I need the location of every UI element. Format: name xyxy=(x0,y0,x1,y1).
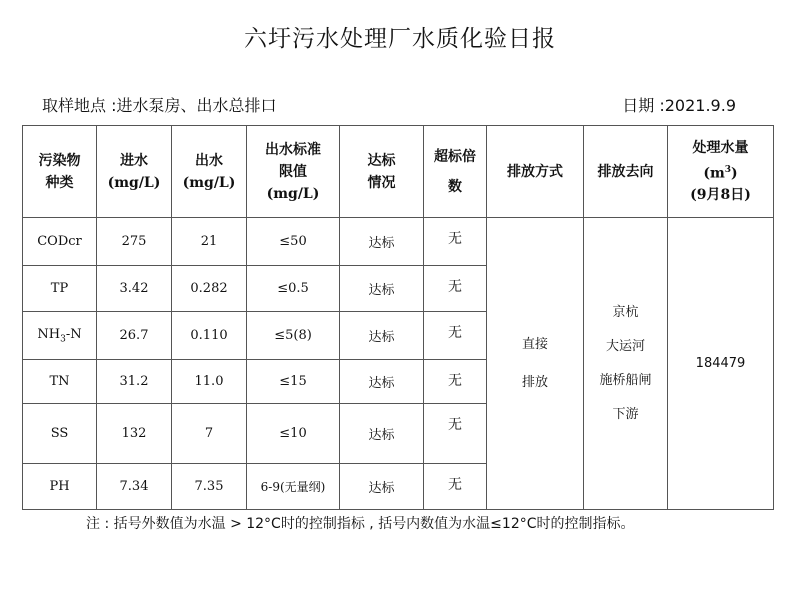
compliance-status: 达标 xyxy=(340,464,424,510)
pollutant-name: CODcr xyxy=(23,218,97,266)
water-quality-table xyxy=(22,125,774,510)
outlet-value: 0.110 xyxy=(172,312,247,360)
outlet-value: 11.0 xyxy=(172,360,247,404)
inlet-value: 7.34 xyxy=(97,464,172,510)
outlet-value: 0.282 xyxy=(172,266,247,312)
table-header-row xyxy=(23,126,774,218)
inlet-value: 31.2 xyxy=(97,360,172,404)
pollutant-name: $NH_3-N$ xyxy=(23,312,97,360)
discharge-method-value: 直接 排放 xyxy=(487,218,584,510)
report-date: 日期 :2021.9.9 xyxy=(622,96,736,115)
inlet-value: 26.7 xyxy=(97,312,172,360)
pollutant-name: TP xyxy=(23,266,97,312)
compliance-status: 达标 xyxy=(340,404,424,464)
sampling-location: 取样地点 :进水泵房、出水总排口 xyxy=(42,96,277,115)
limit-value: 6-9(无量纲) xyxy=(247,464,340,510)
pollutant-name: PH xyxy=(23,464,97,510)
table-row xyxy=(23,218,774,266)
footnote: 注 : 括号外数值为水温 > 12°C时的控制指标 , 括号内数值为水温≤12°C时的控制指标。 xyxy=(86,516,635,532)
exceed-multiple: 无 xyxy=(424,218,487,266)
header-exceed: 超标倍 数 xyxy=(424,126,487,218)
limit-value: ≤0.5 xyxy=(247,266,340,312)
header-compliance: 达标 情况 xyxy=(340,126,424,218)
limit-value: ≤5(8) xyxy=(247,312,340,360)
discharge-destination-value: 京杭 大运河 施桥船闸 下游 xyxy=(584,218,668,510)
header-inlet: 进水 (mg/L) xyxy=(97,126,172,218)
pollutant-name: TN xyxy=(23,360,97,404)
header-discharge-destination: 排放去向 xyxy=(584,126,668,218)
compliance-status: 达标 xyxy=(340,218,424,266)
treated-volume-value: 184479 xyxy=(668,218,774,510)
exceed-multiple: 无 xyxy=(424,312,487,360)
header-discharge-method: 排放方式 xyxy=(487,126,584,218)
exceed-multiple: 无 xyxy=(424,360,487,404)
inlet-value: 275 xyxy=(97,218,172,266)
pollutant-name: SS xyxy=(23,404,97,464)
limit-value: ≤10 xyxy=(247,404,340,464)
outlet-value: 7 xyxy=(172,404,247,464)
exceed-multiple: 无 xyxy=(424,464,487,510)
inlet-value: 132 xyxy=(97,404,172,464)
compliance-status: 达标 xyxy=(340,312,424,360)
compliance-status: 达标 xyxy=(340,266,424,312)
report-title: 六圩污水处理厂水质化验日报 xyxy=(244,26,556,52)
header-outlet: 出水 (mg/L) xyxy=(172,126,247,218)
limit-value: ≤15 xyxy=(247,360,340,404)
exceed-multiple: 无 xyxy=(424,266,487,312)
outlet-value: 21 xyxy=(172,218,247,266)
limit-value: ≤50 xyxy=(247,218,340,266)
inlet-value: 3.42 xyxy=(97,266,172,312)
header-pollutant: 污染物 种类 xyxy=(23,126,97,218)
header-limit: 出水标准 限值 (mg/L) xyxy=(247,126,340,218)
header-treated-volume: 处理水量 $(m^3)$ (9月8日) xyxy=(668,126,774,218)
exceed-multiple: 无 xyxy=(424,404,487,464)
compliance-status: 达标 xyxy=(340,360,424,404)
outlet-value: 7.35 xyxy=(172,464,247,510)
